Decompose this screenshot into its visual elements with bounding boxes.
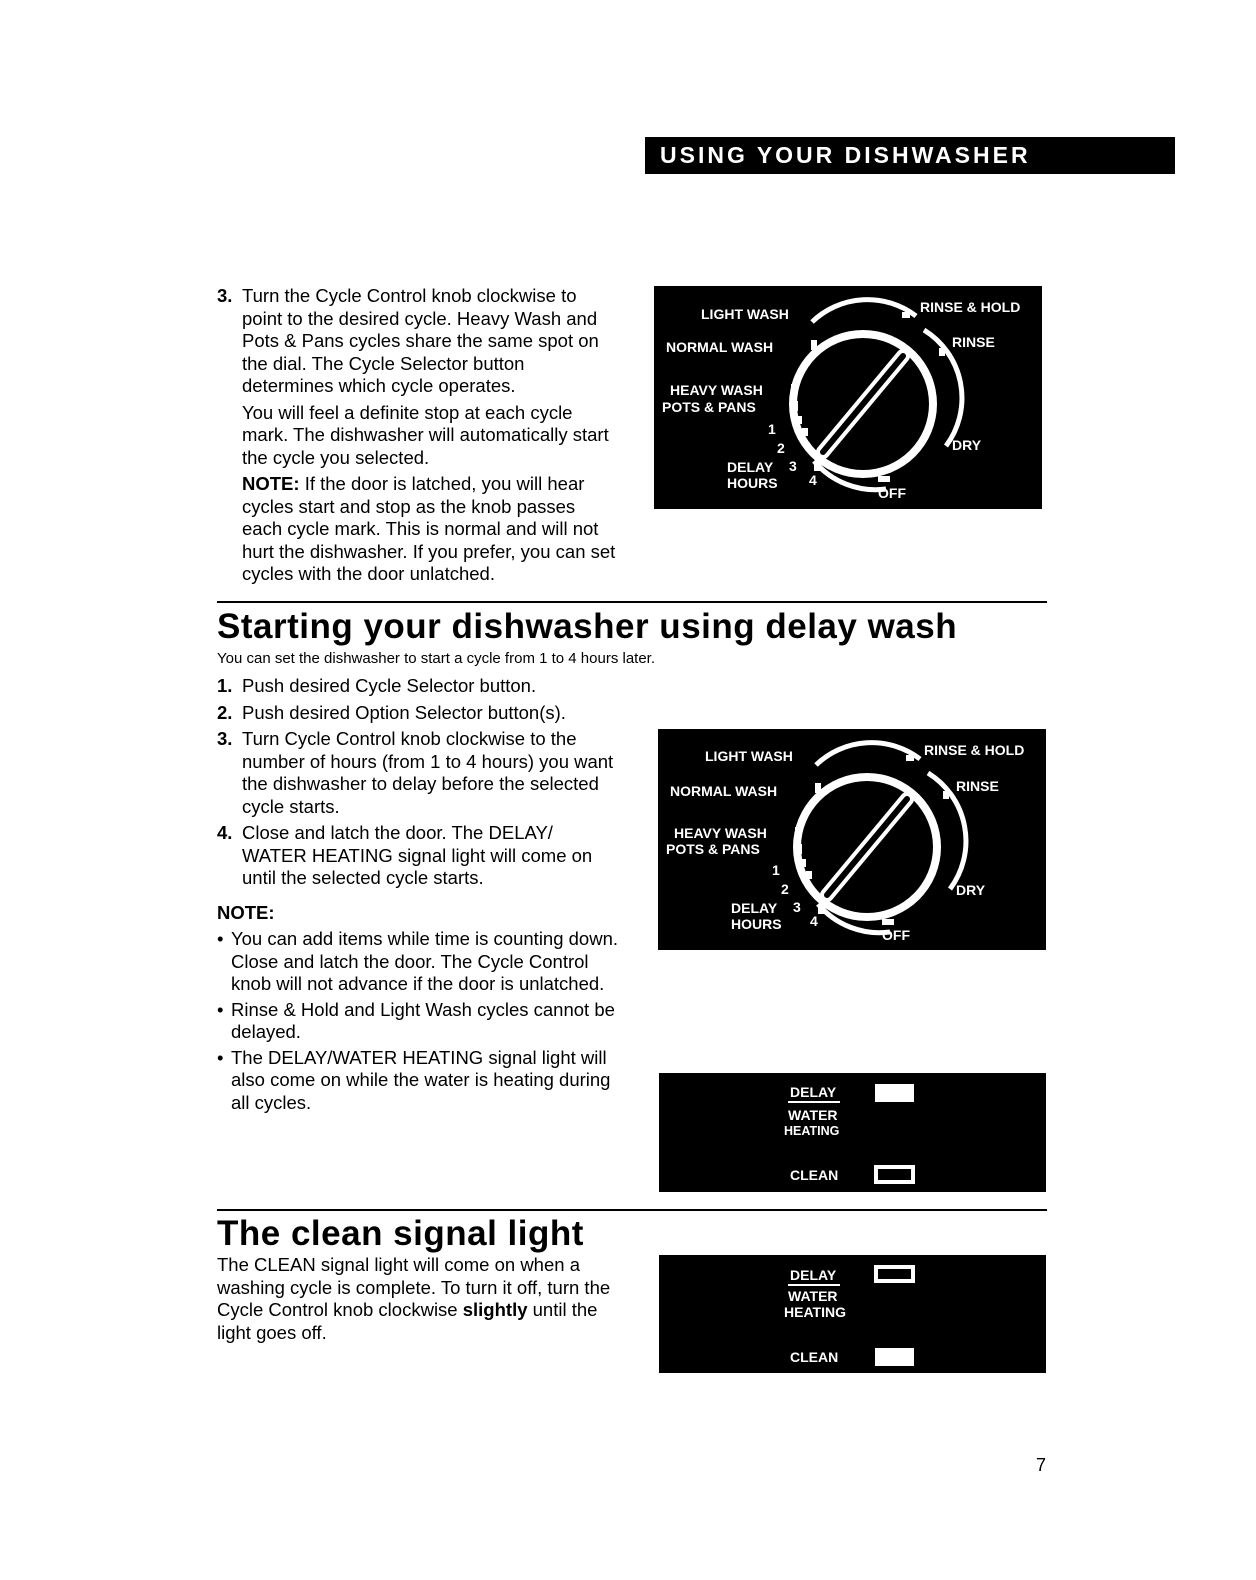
signal-label-clean: CLEAN: [790, 1349, 839, 1365]
dial-label-heavy-wash: HEAVY WASH: [674, 825, 767, 841]
note-label: NOTE:: [242, 473, 300, 494]
cycle-mark: [818, 907, 825, 914]
step-number: 3.: [217, 728, 233, 749]
signal-panel-delay-on: [659, 1073, 1046, 1192]
dial-label-delay: DELAY: [727, 459, 774, 475]
cycle-mark: [878, 476, 890, 482]
dial-arc: [812, 300, 916, 322]
step-text: Turn Cycle Control knob clockwise to the number of hours (from 1 to 4 hours) you want the dishwasher to delay before the selected cycle starts.: [242, 728, 614, 817]
cycle-mark: [939, 348, 945, 356]
dial-label-rinse-hold: RINSE & HOLD: [920, 299, 1021, 315]
dial-label-off: OFF: [878, 485, 906, 501]
dial-label-hour-3: 3: [793, 899, 801, 915]
section-divider: [217, 601, 1047, 603]
cycle-mark: [802, 428, 808, 436]
step-number: 4.: [217, 822, 233, 843]
delay-indicator-light-off: [876, 1267, 913, 1281]
cycle-mark: [815, 783, 821, 793]
signal-label-delay: DELAY: [790, 1267, 837, 1283]
dial-label-hour-3: 3: [789, 458, 797, 474]
dial-label-hours: HOURS: [731, 916, 782, 932]
section-banner: USING YOUR DISHWASHER: [645, 137, 1175, 174]
note-item: [217, 928, 622, 996]
note-item: [217, 999, 622, 1044]
dial-label-hours: HOURS: [727, 475, 778, 491]
dial-label-normal-wash: NORMAL WASH: [666, 339, 774, 355]
page-number: 7: [1036, 1455, 1047, 1475]
dial-label-heavy-wash: HEAVY WASH: [670, 382, 763, 398]
dial-label-hour-1: 1: [772, 862, 780, 878]
bullet: •: [217, 998, 224, 1020]
signal-label-clean: CLEAN: [790, 1167, 839, 1183]
dial-label-pots-pans: POTS & PANS: [662, 399, 756, 415]
cycle-mark: [800, 859, 806, 867]
delay-step: [217, 702, 617, 725]
clean-text: The CLEAN signal light will come on when a washing cycle is complete. To turn it off, turn the Cycle Control knob clockwise: [217, 1254, 611, 1320]
step-paragraph: You will feel a definite stop at each cycle mark. The dishwasher will automatically start the cycle you selected.: [242, 401, 609, 468]
cycle-mark: [906, 755, 914, 761]
signal-label-delay: DELAY: [790, 1084, 837, 1100]
dial-label-light-wash: LIGHT WASH: [701, 306, 789, 322]
top-steps-list: [217, 285, 617, 590]
section-heading-clean-light: The clean signal light: [217, 1214, 584, 1253]
dial-label-hour-4: 4: [809, 472, 817, 488]
delay-intro: You can set the dishwasher to start a cycle from 1 to 4 hours later.: [217, 650, 656, 667]
section-divider: [217, 1209, 1047, 1211]
step-number: 1.: [217, 675, 233, 696]
dial-label-delay: DELAY: [731, 900, 778, 916]
cycle-mark: [882, 919, 894, 925]
cycle-mark: [796, 844, 802, 854]
cycle-mark: [814, 464, 821, 471]
cycle-dial-panel-top: [654, 286, 1042, 509]
delay-indicator-light-on: [875, 1084, 914, 1102]
dial-label-dry: DRY: [956, 882, 986, 898]
note-text: Rinse & Hold and Light Wash cycles cannot be delayed.: [231, 998, 615, 1042]
bullet: •: [217, 928, 224, 949]
cycle-mark: [791, 384, 797, 396]
clean-indicator-light-on: [875, 1348, 914, 1366]
note-text: If the door is latched, you will hear cycles start and stop as the knob passes each cycle mark. This is normal and will not hurt the dishwasher. If you prefer, you can set cycles with the door unlatched.: [242, 473, 616, 584]
dial-label-pots-pans: POTS & PANS: [666, 841, 760, 857]
clean-description: [217, 1254, 627, 1344]
signal-panel-graphic: [659, 1073, 1046, 1192]
dial-label-normal-wash: NORMAL WASH: [670, 783, 778, 799]
cycle-mark: [796, 416, 802, 424]
dial-label-hour-4: 4: [810, 913, 818, 929]
cycle-mark: [806, 871, 812, 879]
bullet: •: [217, 1046, 224, 1068]
top-step-3: [217, 285, 617, 586]
delay-notes-list: [217, 928, 622, 1117]
cycle-mark: [943, 791, 949, 799]
cycle-mark: [902, 312, 910, 318]
signal-panel-clean-on: [659, 1255, 1046, 1373]
cycle-mark: [795, 827, 801, 839]
cycle-dial-panel-delay: [658, 729, 1046, 950]
dial-label-off: OFF: [882, 927, 910, 943]
clean-indicator-light-off: [876, 1167, 913, 1182]
dial-arc: [816, 743, 920, 765]
dial-label-rinse: RINSE: [952, 334, 995, 350]
dial-label-dry: DRY: [952, 437, 982, 453]
signal-label-water: WATER: [788, 1288, 838, 1304]
dial-label-rinse: RINSE: [956, 778, 999, 794]
dial-label-hour-2: 2: [781, 881, 789, 897]
step-paragraph: Turn the Cycle Control knob clockwise to point to the desired cycle. Heavy Wash and Pots & Pans cycles share the same spot on the dial. The Cycle Selector button determines which cycle operates.: [242, 285, 599, 396]
note-text: You can add items while time is counting down. Close and latch the door. The Cycle Control knob will not advance if the door is unlatched.: [231, 928, 619, 994]
delay-step: [217, 675, 617, 698]
note-item: [217, 1047, 622, 1115]
note-paragraph: [242, 473, 617, 586]
step-number: 2.: [217, 701, 233, 723]
dial-label-light-wash: LIGHT WASH: [705, 748, 793, 764]
cycle-dial-graphic: [654, 286, 1042, 509]
cycle-mark: [792, 401, 798, 411]
dial-label-hour-2: 2: [777, 440, 785, 456]
delay-step: [217, 822, 617, 890]
delay-steps-list: [217, 675, 617, 894]
step-text: Close and latch the door. The DELAY/ WATER HEATING signal light will come on until the selected cycle starts.: [242, 822, 593, 888]
cycle-mark: [811, 340, 817, 350]
section-heading-delay-wash: Starting your dishwasher using delay wash: [217, 607, 958, 646]
step-text: Push desired Cycle Selector button.: [242, 675, 537, 696]
signal-label-water: WATER: [788, 1107, 838, 1123]
dial-label-hour-1: 1: [768, 421, 776, 437]
signal-label-heating: HEATING: [784, 1304, 846, 1320]
dial-label-rinse-hold: RINSE & HOLD: [924, 742, 1025, 758]
step-text: Push desired Option Selector button(s).: [242, 701, 566, 723]
signal-label-heating: HEATING: [784, 1124, 840, 1138]
delay-step: [217, 728, 617, 818]
signal-panel-graphic: [659, 1255, 1046, 1373]
cycle-dial-graphic: [658, 729, 1046, 950]
clean-text: until the light goes off.: [217, 1299, 598, 1343]
note-text: The DELAY/WATER HEATING signal light will also come on while the water is heating during all cycles.: [231, 1046, 611, 1113]
step-number: 3.: [217, 285, 233, 306]
delay-note-label: NOTE:: [217, 902, 275, 923]
clean-text-bold: slightly: [462, 1299, 528, 1320]
